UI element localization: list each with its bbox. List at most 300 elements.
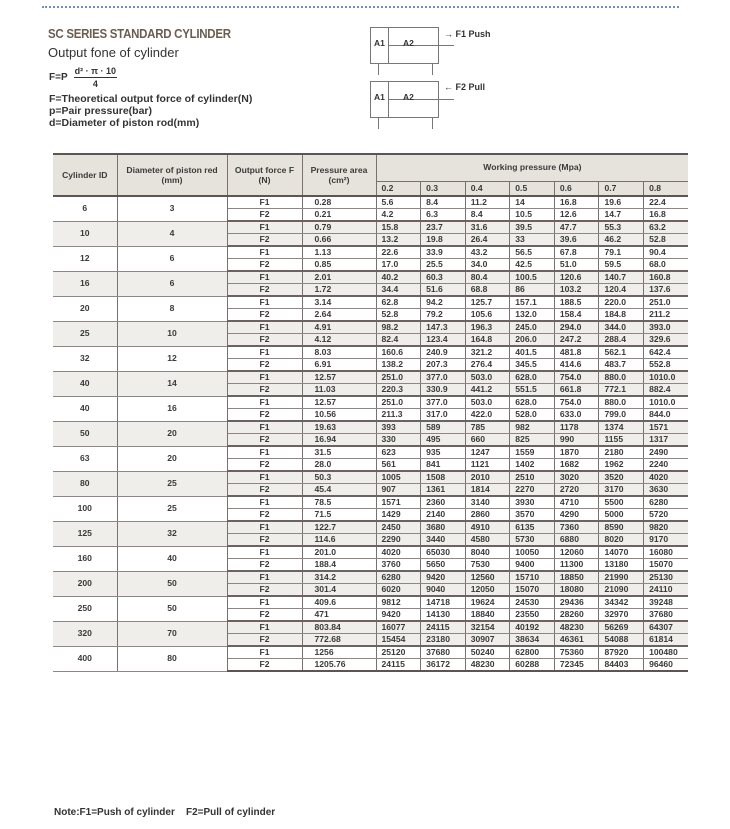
cell-force-value: 75360 (554, 646, 599, 659)
cell-force-value: 3930 (510, 496, 555, 509)
footnote: Note:F1=Push of cylinder F2=Pull of cylinder (54, 807, 276, 818)
cell-force-value: 907 (376, 484, 421, 497)
header-pressure-0.8: 0.8 (644, 181, 689, 196)
header-cylinder-id: Cylinder ID (53, 154, 117, 196)
cell-force-value: 982 (510, 421, 555, 434)
cell-force-value: 46361 (554, 634, 599, 647)
cell-pressure-area: 301.4 (302, 584, 376, 597)
cell-force-value: 9820 (644, 521, 689, 534)
cell-pressure-area: 0.79 (302, 221, 376, 234)
cell-force-value: 6280 (644, 496, 689, 509)
cell-force-value: 2860 (465, 509, 510, 522)
cell-pressure-area: 1.72 (302, 284, 376, 297)
cell-pressure-area: 122.7 (302, 521, 376, 534)
cell-force-value: 3140 (465, 496, 510, 509)
cell-force-value: 59.5 (599, 259, 644, 272)
cell-cylinder-id: 63 (53, 446, 117, 471)
cylinder-diagram (368, 24, 548, 134)
cell-rod-diameter: 8 (117, 296, 227, 321)
cell-force-value: 8.4 (421, 196, 466, 209)
table-row (53, 221, 688, 234)
cell-force-value: 120.4 (599, 284, 644, 297)
definition-d: d=Diameter of piston rod(mm) (49, 117, 200, 129)
piston-rod (388, 45, 454, 46)
cell-force-value: 25120 (376, 646, 421, 659)
cell-force-value: 561 (376, 459, 421, 472)
cell-force-value: 16.8 (644, 209, 689, 222)
cell-force-value: 251.0 (376, 396, 421, 409)
cell-force-value: 9812 (376, 596, 421, 609)
cell-pressure-area: 71.5 (302, 509, 376, 522)
cell-force-value: 8.4 (465, 209, 510, 222)
cell-force-value: 10050 (510, 546, 555, 559)
cell-force-type: F2 (227, 459, 302, 472)
cell-force-value: 1010.0 (644, 371, 689, 384)
cell-pressure-area: 12.57 (302, 396, 376, 409)
table-row (53, 521, 688, 534)
header-rod-diameter-line1: Diameter of piston red (126, 165, 218, 175)
cell-force-value: 393.0 (644, 321, 689, 334)
cell-force-value: 40.2 (376, 271, 421, 284)
cell-force-value: 5650 (421, 559, 466, 572)
cell-force-value: 9420 (421, 571, 466, 584)
cell-force-value: 2720 (554, 484, 599, 497)
cell-force-value: 90.4 (644, 246, 689, 259)
push-force-label: → F1 Push (444, 29, 491, 39)
pull-cylinder-shape (370, 81, 439, 118)
cell-force-value: 36172 (421, 659, 466, 672)
cell-force-value: 1682 (554, 459, 599, 472)
cell-force-value: 9400 (510, 559, 555, 572)
cell-force-type: F2 (227, 334, 302, 347)
cell-force-value: 503.0 (465, 396, 510, 409)
cell-cylinder-id: 32 (53, 346, 117, 371)
cell-pressure-area: 409.6 (302, 596, 376, 609)
cell-pressure-area: 45.4 (302, 484, 376, 497)
cell-force-type: F1 (227, 396, 302, 409)
push-a2-label: A2 (403, 38, 414, 48)
cell-force-value: 882.4 (644, 384, 689, 397)
cell-force-type: F2 (227, 534, 302, 547)
cell-force-value: 12.6 (554, 209, 599, 222)
cell-pressure-area: 772.68 (302, 634, 376, 647)
cell-cylinder-id: 250 (53, 596, 117, 621)
cell-force-value: 22.6 (376, 246, 421, 259)
cell-force-value: 9040 (421, 584, 466, 597)
cell-cylinder-id: 20 (53, 296, 117, 321)
cell-force-value: 4020 (644, 471, 689, 484)
cell-cylinder-id: 12 (53, 246, 117, 271)
table-row (53, 246, 688, 259)
cell-force-value: 26.4 (465, 234, 510, 247)
cell-pressure-area: 8.03 (302, 346, 376, 359)
formula-denominator: 4 (92, 79, 98, 89)
cell-force-value: 5500 (599, 496, 644, 509)
header-pressure-0.4: 0.4 (465, 181, 510, 196)
cell-rod-diameter: 70 (117, 621, 227, 646)
cell-pressure-area: 12.57 (302, 371, 376, 384)
cell-rod-diameter: 80 (117, 646, 227, 671)
cell-force-value: 19.6 (599, 196, 644, 209)
cell-force-value: 31.6 (465, 221, 510, 234)
cell-pressure-area: 78.5 (302, 496, 376, 509)
cell-force-value: 785 (465, 421, 510, 434)
cell-force-value: 17.0 (376, 259, 421, 272)
cell-force-value: 844.0 (644, 409, 689, 422)
cell-force-value: 40192 (510, 621, 555, 634)
cell-force-type: F2 (227, 259, 302, 272)
cell-force-value: 24115 (421, 621, 466, 634)
cell-force-type: F2 (227, 234, 302, 247)
cell-rod-diameter: 20 (117, 446, 227, 471)
cell-force-value: 288.4 (599, 334, 644, 347)
cell-force-value: 96460 (644, 659, 689, 672)
top-dotted-divider (42, 6, 679, 8)
cell-force-value: 589 (421, 421, 466, 434)
table-row (53, 371, 688, 384)
cell-force-value: 67.8 (554, 246, 599, 259)
cell-pressure-area: 2.64 (302, 309, 376, 322)
cell-force-value: 1361 (421, 484, 466, 497)
cell-force-value: 32154 (465, 621, 510, 634)
header-pressure-area (302, 154, 376, 196)
cell-force-value: 6880 (554, 534, 599, 547)
cell-force-value: 140.7 (599, 271, 644, 284)
cell-pressure-area: 188.4 (302, 559, 376, 572)
cell-force-value: 8040 (465, 546, 510, 559)
cell-pressure-area: 4.12 (302, 334, 376, 347)
cell-force-value: 14718 (421, 596, 466, 609)
cell-cylinder-id: 160 (53, 546, 117, 571)
cell-pressure-area: 201.0 (302, 546, 376, 559)
table-body (53, 196, 688, 671)
cell-force-value: 3760 (376, 559, 421, 572)
cell-force-value: 483.7 (599, 359, 644, 372)
cell-rod-diameter: 40 (117, 546, 227, 571)
cell-force-value: 5000 (599, 509, 644, 522)
cell-force-value: 5.6 (376, 196, 421, 209)
cell-force-value: 16.8 (554, 196, 599, 209)
cell-force-type: F2 (227, 434, 302, 447)
cell-force-value: 52.8 (644, 234, 689, 247)
cell-rod-diameter: 25 (117, 496, 227, 521)
cell-force-type: F1 (227, 321, 302, 334)
cell-force-value: 220.0 (599, 296, 644, 309)
cell-force-value: 2450 (376, 521, 421, 534)
cell-pressure-area: 0.66 (302, 234, 376, 247)
cell-force-value: 1870 (554, 446, 599, 459)
cell-force-type: F1 (227, 496, 302, 509)
cell-force-value: 63.2 (644, 221, 689, 234)
cell-rod-diameter: 50 (117, 596, 227, 621)
cell-force-value: 377.0 (421, 396, 466, 409)
cell-force-value: 772.1 (599, 384, 644, 397)
cell-force-type: F1 (227, 296, 302, 309)
cell-force-value: 240.9 (421, 346, 466, 359)
cell-force-value: 28260 (554, 609, 599, 622)
cell-force-value: 62.8 (376, 296, 421, 309)
push-a1-label: A1 (374, 38, 385, 48)
cell-force-value: 24110 (644, 584, 689, 597)
cell-pressure-area: 50.3 (302, 471, 376, 484)
cell-force-type: F2 (227, 409, 302, 422)
cell-force-value: 164.8 (465, 334, 510, 347)
cell-cylinder-id: 10 (53, 221, 117, 246)
table-row (53, 196, 688, 209)
table-row (53, 546, 688, 559)
cell-force-type: F2 (227, 609, 302, 622)
cell-force-value: 5720 (644, 509, 689, 522)
cell-force-value: 2240 (644, 459, 689, 472)
table-row (53, 421, 688, 434)
cell-force-type: F1 (227, 421, 302, 434)
cell-force-value: 11300 (554, 559, 599, 572)
cell-force-value: 65030 (421, 546, 466, 559)
pull-a2-label: A2 (403, 92, 414, 102)
cell-force-value: 2270 (510, 484, 555, 497)
cell-rod-diameter: 3 (117, 196, 227, 221)
cell-force-type: F2 (227, 209, 302, 222)
cell-cylinder-id: 200 (53, 571, 117, 596)
cell-force-value: 1178 (554, 421, 599, 434)
cell-cylinder-id: 16 (53, 271, 117, 296)
cell-force-value: 2290 (376, 534, 421, 547)
cell-pressure-area: 31.5 (302, 446, 376, 459)
cell-force-value: 1402 (510, 459, 555, 472)
cell-force-type: F1 (227, 246, 302, 259)
cell-force-type: F2 (227, 559, 302, 572)
cell-force-value: 345.5 (510, 359, 555, 372)
cell-force-value: 642.4 (644, 346, 689, 359)
cell-force-value: 34.4 (376, 284, 421, 297)
cell-pressure-area: 2.01 (302, 271, 376, 284)
cell-force-value: 98.2 (376, 321, 421, 334)
cell-force-value: 16080 (644, 546, 689, 559)
cell-force-type: F2 (227, 584, 302, 597)
cell-force-value: 294.0 (554, 321, 599, 334)
cell-force-value: 38634 (510, 634, 555, 647)
cell-force-value: 5730 (510, 534, 555, 547)
table-row (53, 271, 688, 284)
cell-pressure-area: 1205.76 (302, 659, 376, 672)
cell-force-value: 1559 (510, 446, 555, 459)
cell-force-value: 4580 (465, 534, 510, 547)
cell-pressure-area: 4.91 (302, 321, 376, 334)
cell-force-value: 34.0 (465, 259, 510, 272)
cell-force-value: 15710 (510, 571, 555, 584)
header-rod-diameter-line2: (mm) (161, 175, 183, 185)
cell-pressure-area: 114.6 (302, 534, 376, 547)
push-leg-left (378, 64, 379, 75)
cell-force-value: 39248 (644, 596, 689, 609)
cell-pressure-area: 803.84 (302, 621, 376, 634)
cell-force-value: 33.9 (421, 246, 466, 259)
cell-force-value: 33 (510, 234, 555, 247)
cell-force-value: 30907 (465, 634, 510, 647)
header-pressure-0.3: 0.3 (421, 181, 466, 196)
cell-force-type: F2 (227, 484, 302, 497)
cell-force-value: 123.4 (421, 334, 466, 347)
cell-force-type: F1 (227, 346, 302, 359)
cell-force-value: 15070 (644, 559, 689, 572)
cell-force-value: 19624 (465, 596, 510, 609)
cell-force-value: 68.0 (644, 259, 689, 272)
pull-leg-left (378, 118, 379, 129)
cell-force-value: 23.7 (421, 221, 466, 234)
cell-cylinder-id: 100 (53, 496, 117, 521)
cell-force-value: 62800 (510, 646, 555, 659)
cell-force-value: 24530 (510, 596, 555, 609)
cell-force-type: F2 (227, 634, 302, 647)
cell-force-value: 8590 (599, 521, 644, 534)
cell-pressure-area: 11.03 (302, 384, 376, 397)
cell-force-value: 158.4 (554, 309, 599, 322)
cell-force-value: 528.0 (510, 409, 555, 422)
definition-p: p=Pair pressure(bar) (49, 105, 153, 117)
cell-force-value: 754.0 (554, 371, 599, 384)
table-row (53, 646, 688, 659)
cell-force-value: 344.0 (599, 321, 644, 334)
cell-force-value: 160.8 (644, 271, 689, 284)
cell-force-type: F1 (227, 446, 302, 459)
cell-force-value: 61814 (644, 634, 689, 647)
formula-fraction (74, 66, 117, 89)
cell-force-value: 15454 (376, 634, 421, 647)
cell-force-value: 19.8 (421, 234, 466, 247)
cell-force-value: 3570 (510, 509, 555, 522)
cell-force-value: 48230 (465, 659, 510, 672)
cell-force-value: 1374 (599, 421, 644, 434)
cell-force-value: 9420 (376, 609, 421, 622)
cell-force-value: 60288 (510, 659, 555, 672)
cell-force-value: 79.1 (599, 246, 644, 259)
cell-force-type: F1 (227, 571, 302, 584)
cell-force-value: 2010 (465, 471, 510, 484)
cell-force-value: 72345 (554, 659, 599, 672)
cell-cylinder-id: 400 (53, 646, 117, 671)
cell-force-type: F1 (227, 221, 302, 234)
cell-force-value: 2140 (421, 509, 466, 522)
cell-force-value: 4710 (554, 496, 599, 509)
cell-force-value: 422.0 (465, 409, 510, 422)
cell-force-value: 3680 (421, 521, 466, 534)
cell-force-value: 160.6 (376, 346, 421, 359)
cell-force-value: 393 (376, 421, 421, 434)
cell-pressure-area: 28.0 (302, 459, 376, 472)
cell-force-value: 103.2 (554, 284, 599, 297)
cell-force-value: 841 (421, 459, 466, 472)
cell-force-type: F2 (227, 309, 302, 322)
cell-force-value: 13.2 (376, 234, 421, 247)
cell-force-value: 2180 (599, 446, 644, 459)
cell-force-value: 562.1 (599, 346, 644, 359)
cell-force-value: 754.0 (554, 396, 599, 409)
cell-force-value: 551.5 (510, 384, 555, 397)
cell-force-type: F1 (227, 546, 302, 559)
cell-force-value: 321.2 (465, 346, 510, 359)
cell-force-value: 660 (465, 434, 510, 447)
cell-force-value: 64307 (644, 621, 689, 634)
cell-force-value: 18850 (554, 571, 599, 584)
cell-force-value: 1121 (465, 459, 510, 472)
cylinder-force-table (53, 153, 688, 672)
cell-pressure-area: 0.28 (302, 196, 376, 209)
cell-force-value: 18080 (554, 584, 599, 597)
cell-force-value: 825 (510, 434, 555, 447)
cell-force-value: 120.6 (554, 271, 599, 284)
cell-force-value: 207.3 (421, 359, 466, 372)
cell-force-value: 11.2 (465, 196, 510, 209)
table-row (53, 471, 688, 484)
cell-force-type: F1 (227, 271, 302, 284)
pull-a1-label: A1 (374, 92, 385, 102)
cell-pressure-area: 3.14 (302, 296, 376, 309)
cell-force-value: 12050 (465, 584, 510, 597)
cell-force-value: 47.7 (554, 221, 599, 234)
cell-force-value: 15070 (510, 584, 555, 597)
cell-force-value: 147.3 (421, 321, 466, 334)
table-row (53, 596, 688, 609)
cell-force-value: 86 (510, 284, 555, 297)
cell-force-value: 414.6 (554, 359, 599, 372)
cell-force-value: 82.4 (376, 334, 421, 347)
cell-force-value: 84403 (599, 659, 644, 672)
cell-cylinder-id: 40 (53, 396, 117, 421)
cell-force-value: 552.8 (644, 359, 689, 372)
cell-force-value: 251.0 (376, 371, 421, 384)
cell-force-value: 1155 (599, 434, 644, 447)
header-pressure-0.2: 0.2 (376, 181, 421, 196)
cell-force-value: 220.3 (376, 384, 421, 397)
cell-force-value: 37680 (421, 646, 466, 659)
cell-pressure-area: 19.63 (302, 421, 376, 434)
cell-force-value: 42.5 (510, 259, 555, 272)
cell-force-value: 12560 (465, 571, 510, 584)
header-pressure-0.7: 0.7 (599, 181, 644, 196)
cell-force-value: 25.5 (421, 259, 466, 272)
cell-cylinder-id: 40 (53, 371, 117, 396)
cell-force-value: 105.6 (465, 309, 510, 322)
cell-force-value: 1814 (465, 484, 510, 497)
cell-force-value: 3440 (421, 534, 466, 547)
cell-force-value: 12060 (554, 546, 599, 559)
table-row (53, 396, 688, 409)
cell-force-value: 7360 (554, 521, 599, 534)
cell-force-value: 14.7 (599, 209, 644, 222)
cell-force-value: 56269 (599, 621, 644, 634)
table-row (53, 621, 688, 634)
cell-force-value: 14 (510, 196, 555, 209)
pull-force-label: ← F2 Pull (444, 82, 486, 92)
cell-force-value: 1508 (421, 471, 466, 484)
cell-pressure-area: 6.91 (302, 359, 376, 372)
cell-rod-diameter: 6 (117, 246, 227, 271)
cell-rod-diameter: 50 (117, 571, 227, 596)
cell-force-value: 10.5 (510, 209, 555, 222)
cell-force-value: 25130 (644, 571, 689, 584)
page-title: SC SERIES STANDARD CYLINDER (48, 27, 231, 41)
cell-force-value: 6135 (510, 521, 555, 534)
cell-force-value: 990 (554, 434, 599, 447)
cell-force-value: 21090 (599, 584, 644, 597)
cell-force-type: F1 (227, 521, 302, 534)
piston-rod (388, 99, 454, 100)
cell-force-value: 196.3 (465, 321, 510, 334)
cell-force-value: 184.8 (599, 309, 644, 322)
cell-force-value: 628.0 (510, 371, 555, 384)
cell-pressure-area: 10.56 (302, 409, 376, 422)
cell-pressure-area: 1.13 (302, 246, 376, 259)
